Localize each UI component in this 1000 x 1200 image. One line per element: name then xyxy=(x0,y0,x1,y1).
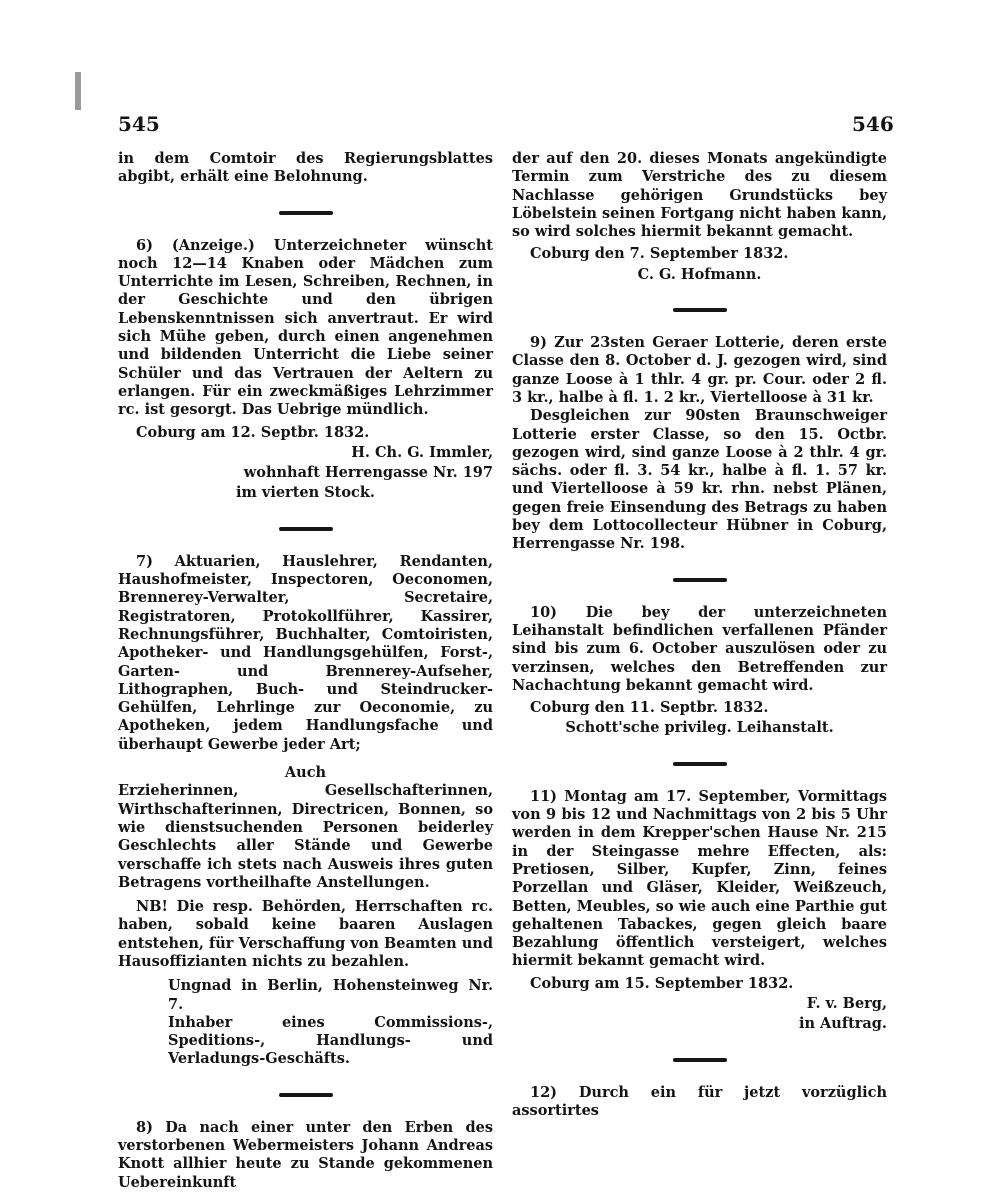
notice-10-text: 10) Die bey der unterzeichneten Leihanstalt befindlichen verfallenen Pfänder sind bis zum 6. October auszulösen oder zu verzinsen, welches den Betreffenden zur Nachachtung bekannt gemacht wird. xyxy=(512,603,887,694)
notice-10-date: Coburg den 11. Septbr. 1832. xyxy=(530,699,769,717)
notice-5-end: in dem Comtoir des Regierungsblattes abgibt, erhält eine Belohnung. xyxy=(118,150,493,186)
notice-8-signature: C. G. Hofmann. xyxy=(637,265,762,283)
notice-6-signature-address: wohnhaft Herrengasse Nr. 197 xyxy=(243,464,493,482)
notice-7-signature-2: Inhaber eines Commissions-, Speditions-, Handlungs- und Verladungs-Geschäfts. xyxy=(168,1013,493,1068)
notice-12-start: 12) Durch ein für jetzt vorzüglich assortirtes xyxy=(512,1083,887,1119)
separator xyxy=(673,1058,727,1062)
notice-6-date: Coburg am 12. Septbr. 1832. xyxy=(136,423,370,441)
notice-9-text-1: 9) Zur 23sten Geraer Lotterie, deren erste Classe den 8. October d. J. gezogen wird, sind ganze Loose à 1 thlr. 4 gr. pr. Cour. oder 2 fl. 3 kr., halbe à fl. 1. 2 kr., Viertelloose à 31 kr. xyxy=(512,334,887,406)
notice-11-date: Coburg am 15. September 1832. xyxy=(530,974,794,992)
separator xyxy=(279,527,333,531)
separator xyxy=(673,762,727,766)
notice-8-end: der auf den 20. dieses Monats angekündigte Termin zum Verstriche des zu diesem Nachlasse gehörigen Grundstücks bey Löbelstein seinen Fortgang nicht haben kann, so wird solches hiermit bekannt gemacht. xyxy=(512,150,887,241)
notice-11-text: 11) Montag am 17. September, Vormittags von 9 bis 12 und Nachmittags von 2 bis 5 Uhr werden in dem Krepper'schen Hause Nr. 215 in der Steingasse mehre Effecten, als: Pretiosen, Silber, Kupfer, Zinn, feines Porzellan und Gläser, Kleider, Weißzeuch, Betten, Meubles, so wie auch eine Parthie gut gehaltenen Tabackes, gegen gleich baare Bezahlung öffentlich versteigert, welches hiermit bekannt gemacht wird. xyxy=(512,787,887,970)
notice-9-text-2: Desgleichen zur 90sten Braunschweiger Lotterie erster Classe, so den 15. Octbr. gezogen wird, sind ganze Loose à 2 thlr. 4 gr. sächs. oder fl. 3. 54 kr., halbe à fl. 1. 57 kr. und Viertelloose à 59 kr. rhn. nebst Plänen, gegen freie Einsendung des Betrags zu haben bey dem Lottocollecteur Hübner in Coburg, Herrengasse Nr. 198. xyxy=(512,407,887,553)
notice-6-signature-name: H. Ch. G. Immler, xyxy=(351,443,493,461)
separator xyxy=(279,1093,333,1097)
notice-8-start: 8) Da nach einer unter den Erben des verstorbenen Webermeisters Johann Andreas Knott allhier heute zu Stande gekommenen Uebereinkunft xyxy=(118,1118,493,1191)
separator xyxy=(673,578,727,582)
notice-11-signature-role: in Auftrag. xyxy=(798,1015,887,1033)
separator xyxy=(279,211,333,215)
notice-7-text-2: Erzieherinnen, Gesellschafterinnen, Wirthschafterinnen, Directricen, Bonnen, so wie dienstsuchenden Personen beiderley Geschlechts aller Stände und Gewerbe verschaffe ich stets nach Ausweis ihres guten Betragens vortheilhafte Anstellungen. xyxy=(118,782,493,891)
notice-7-signature-1: Ungnad in Berlin, Hohensteinweg Nr. 7. xyxy=(168,977,493,1013)
left-column xyxy=(118,150,493,1192)
right-column xyxy=(512,150,887,1120)
page-number-right: 546 xyxy=(852,112,894,136)
notice-7-nb: NB! Die resp. Behörden, Herrschaften rc. haben, sobald keine baaren Auslagen entstehen, für Verschaffung von Beamten und Hausoffizianten nichts zu bezahlen. xyxy=(118,898,493,970)
notice-6-signature-floor: im vierten Stock. xyxy=(236,484,375,502)
notice-7-text: 7) Aktuarien, Hauslehrer, Rendanten, Haushofmeister, Inspectoren, Oeconomen, Brennerey-Verwalter, Secretaire, Registratoren, Protokollführer, Kassirer, Rechnungsführer, Buchhalter, Comtoiristen, Apotheker- und Handlungsgehülfen, Forst-, Garten- und Brennerey-Aufseher, Lithographen, Buch- und Steindrucker-Gehülfen, Lehrlinge zur Oeconomie, zu Apotheken, jedem Handlungsfache und überhaupt Gewerbe jeder Art; xyxy=(118,552,493,753)
notice-11-signature-name: F. v. Berg, xyxy=(806,994,887,1012)
notice-6-text: 6) (Anzeige.) Unterzeichneter wünscht noch 12—14 Knaben oder Mädchen zum Unterrichte im Lesen, Schreiben, Rechnen, in der Geschichte und den übrigen Lebenskenntnissen sich anvertraut. Er wird sich Mühe geben, durch einen angenehmen und bildenden Unterricht die Liebe seiner Schüler und das Vertrauen der Aeltern zu erlangen. Für ein zweckmäßiges Lehrzimmer rc. ist gesorgt. Das Uebrige mündlich. xyxy=(118,236,493,419)
notice-8-date: Coburg den 7. September 1832. xyxy=(530,245,789,263)
separator xyxy=(673,308,727,312)
margin-mark xyxy=(75,72,81,110)
notice-7-auch: Auch xyxy=(284,764,327,782)
page-number-left: 545 xyxy=(118,112,160,136)
notice-10-signature: Schott'sche privileg. Leihanstalt. xyxy=(565,719,834,737)
